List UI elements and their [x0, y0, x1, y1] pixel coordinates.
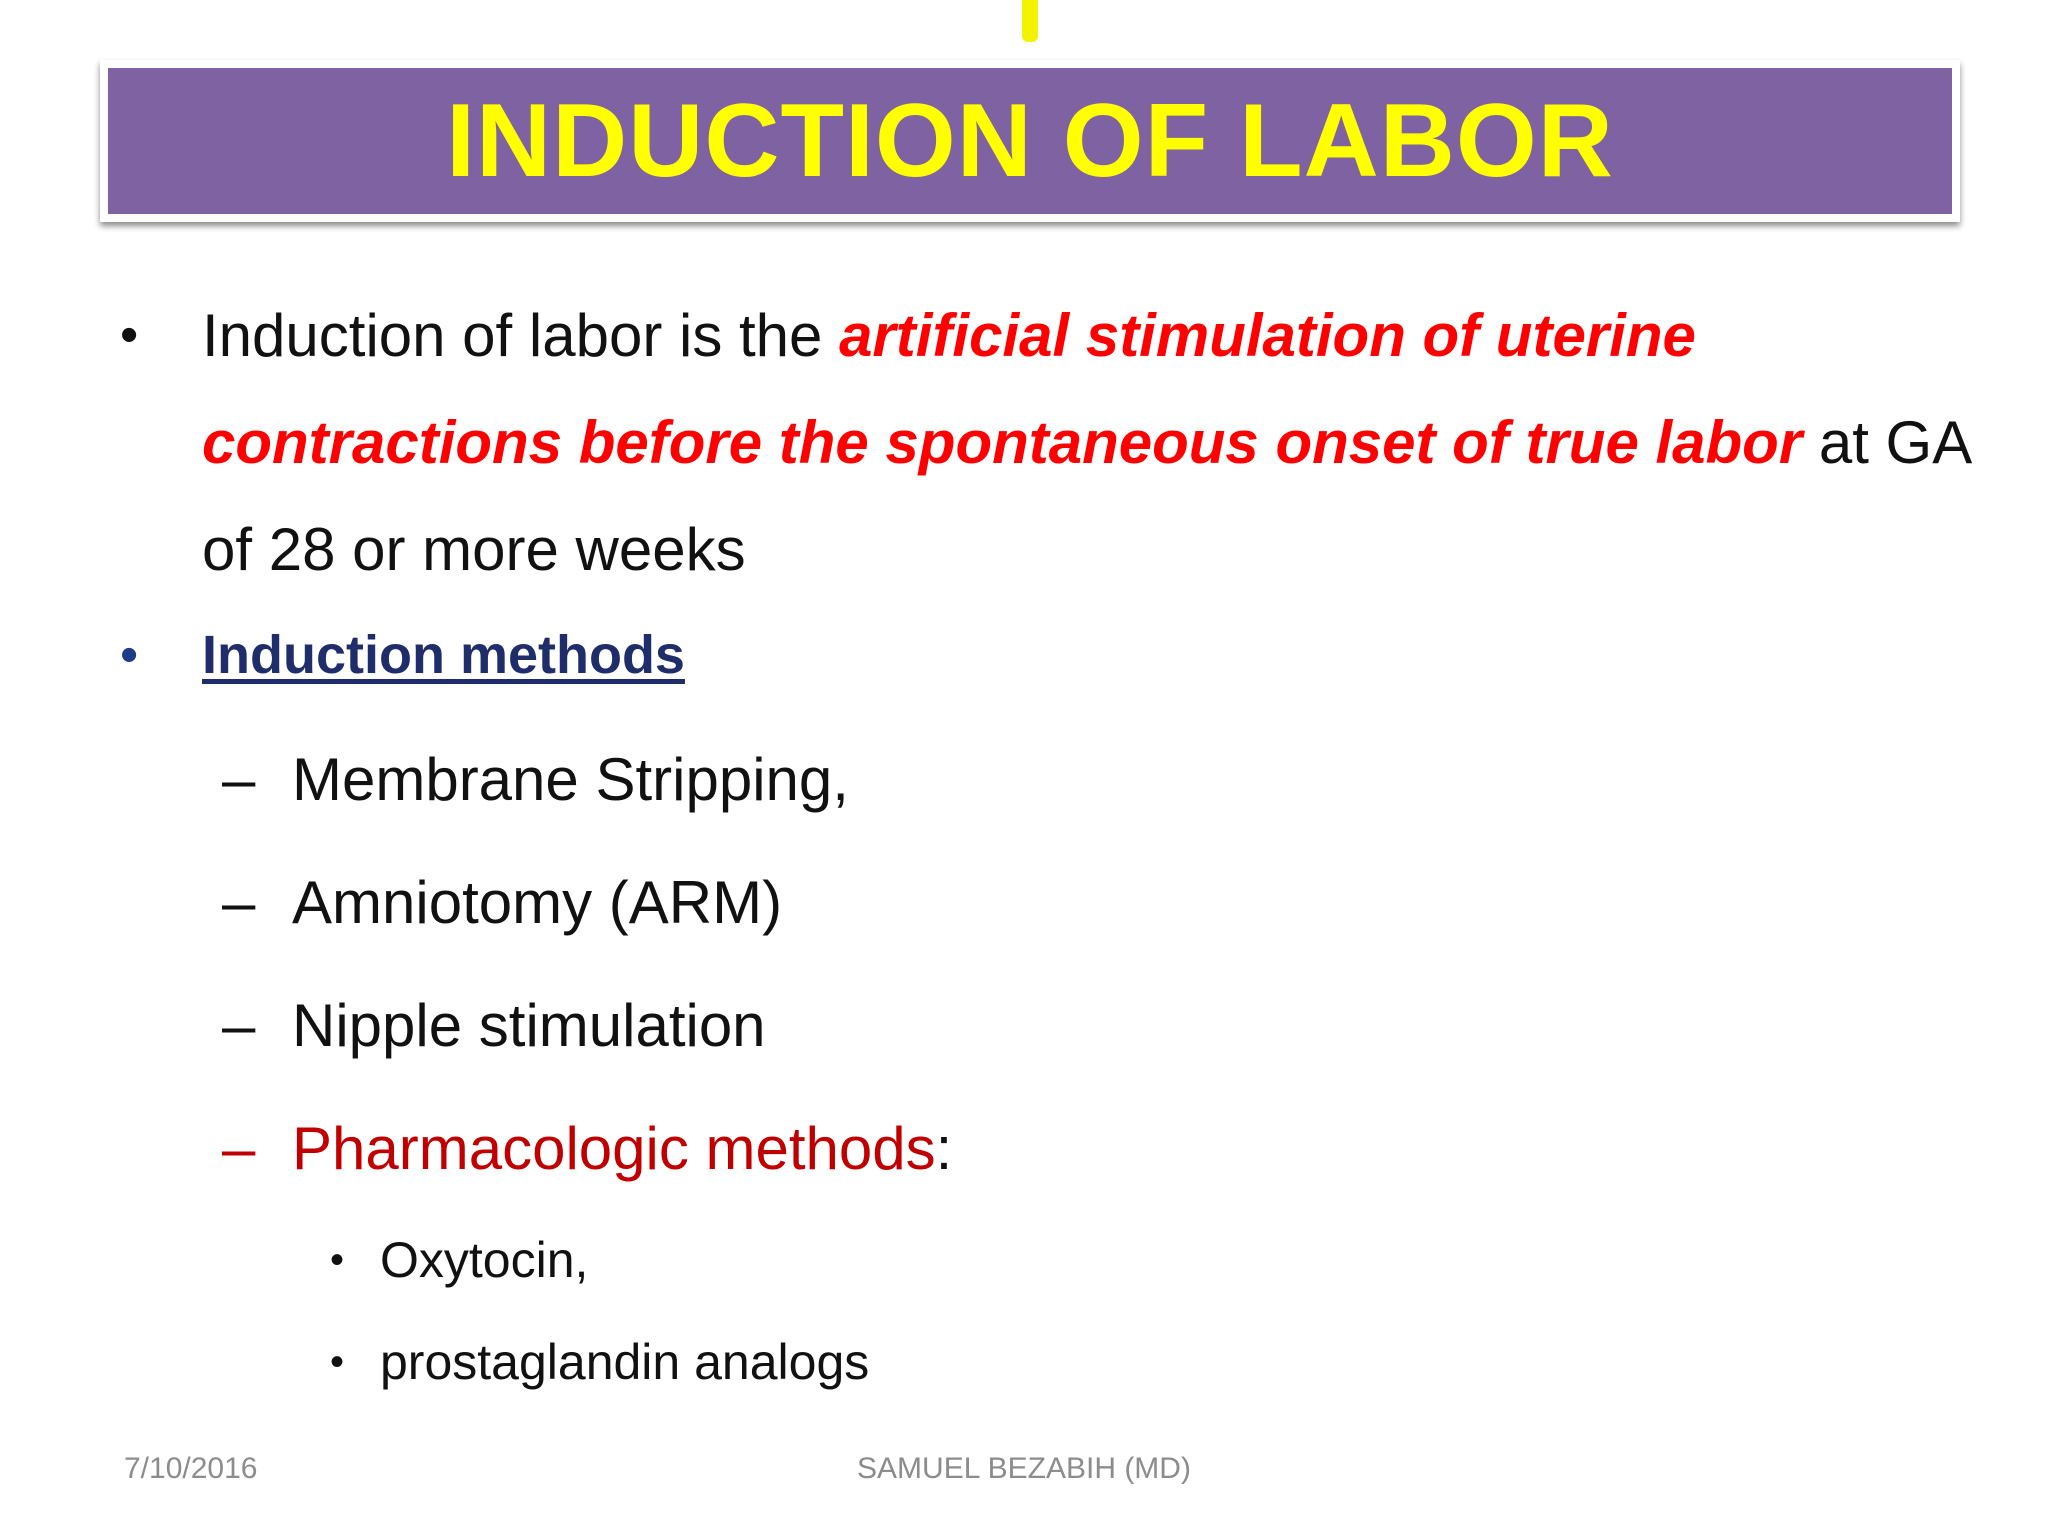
bullet-dot-icon: • [120, 626, 139, 684]
method-item [222, 745, 849, 815]
dash-icon: – [222, 1115, 256, 1182]
dash-icon: – [222, 869, 256, 936]
pharma-item [330, 1230, 588, 1290]
pharmacologic-colon: : [935, 1115, 953, 1182]
dash-icon: – [222, 746, 256, 813]
method-label: Nipple stimulation [292, 992, 766, 1059]
methods-bullet [120, 620, 685, 690]
method-item-pharmacologic [222, 1114, 952, 1184]
footer-date: 7/10/2016 [124, 1452, 258, 1485]
pharmacologic-label: Pharmacologic methods [292, 1115, 936, 1182]
pharma-item [330, 1332, 869, 1392]
definition-emphasis: artificial stimulation of uterine contractions before the spontaneous onset of true labor [202, 302, 1803, 476]
method-item [222, 868, 782, 938]
dash-icon: – [222, 992, 256, 1059]
top-accent-bar [1022, 0, 1038, 42]
method-label: Amniotomy (ARM) [292, 869, 783, 936]
definition-suffix: at GA of 28 or more weeks [202, 409, 1969, 583]
bullet-dot-icon: • [330, 1340, 345, 1384]
bullet-dot-icon: • [120, 306, 139, 364]
pharma-item-label: prostaglandin analogs [380, 1334, 870, 1390]
title-banner [100, 60, 1960, 222]
slide-title: INDUCTION OF LABOR [446, 83, 1614, 199]
footer-author: SAMUEL BEZABIH (MD) [857, 1452, 1191, 1485]
definition-bullet [120, 282, 1980, 603]
definition-prefix: Induction of labor is the [202, 302, 840, 369]
method-label: Membrane Stripping, [292, 746, 849, 813]
pharma-item-label: Oxytocin, [380, 1232, 589, 1288]
bullet-dot-icon: • [330, 1238, 345, 1282]
definition-text [202, 282, 1972, 603]
method-item [222, 991, 766, 1061]
methods-heading: Induction methods [202, 625, 685, 685]
